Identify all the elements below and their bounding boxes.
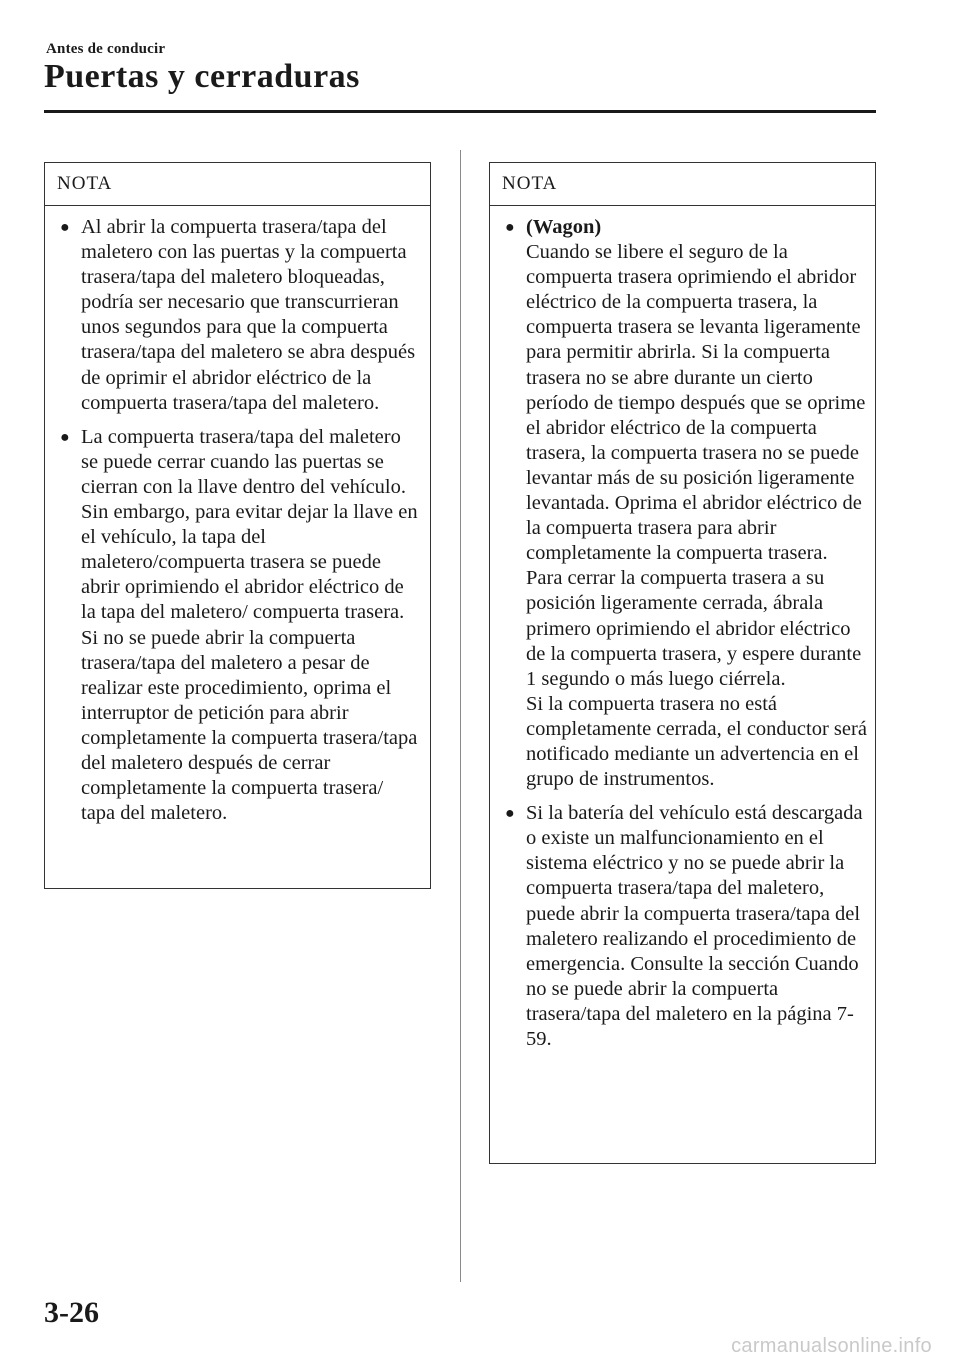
note-body <box>490 206 875 1052</box>
note-bullet-item <box>490 801 875 1052</box>
note-bullet-heading: (Wagon) <box>526 216 602 238</box>
note-bullet-text: Al abrir la compuerta trasera/tapa del maletero con las puertas y la compuerta trasera/tapa del maletero bloqueadas, podría ser necesario que transcurrieran unos segundos para que la compuerta trasera/tapa del maletero se abra después de oprimir el abridor eléctrico de la compuerta trasera/tapa del maletero. <box>81 216 416 414</box>
note-box-left <box>44 162 431 889</box>
note-body <box>45 206 430 826</box>
header-rule <box>44 110 876 113</box>
page-title: Puertas y cerraduras <box>44 58 360 95</box>
bullet-icon: ● <box>60 428 70 446</box>
note-title: NOTA <box>45 163 430 206</box>
watermark: carmanualsonline.info <box>731 1335 932 1357</box>
note-bullet-text: Si la batería del vehículo está descargada o existe un malfuncionamiento en el sistema eléctrico y no se puede abrir la compuerta trasera/tapa del maletero, puede abrir la compuerta trasera/tapa del maletero realizando el procedimiento de emergencia. Consulte la sección Cuando no se puede abrir la compuerta trasera/tapa del maletero en la página 7-59. <box>526 802 863 1050</box>
bullet-icon: ● <box>60 219 70 236</box>
page-number: 3-26 <box>44 1296 99 1329</box>
note-box-right <box>489 162 876 1164</box>
note-bullet-text: La compuerta trasera/tapa del maletero se puede cerrar cuando las puertas se cierran con la llave dentro del vehículo. Sin embargo, para evitar dejar la llave en el vehículo, la tapa del maletero/compuerta trasera se puede abrir oprimiendo el abridor eléctrico de la tapa del maletero/ compuerta trasera. Si no se puede abrir la compuerta trasera/tapa del maletero a pesar de realizar este procedimiento, oprima el interruptor de petición para abrir completamente la compuerta trasera/tapa del maletero después de cerrar completamente la compuerta trasera/ tapa del maletero. <box>81 425 418 825</box>
note-bullet-item <box>45 215 430 416</box>
note-bullet-text: Cuando se libere el seguro de la compuerta trasera oprimiendo el abridor eléctrico de la compuerta trasera, la compuerta trasera se levanta ligeramente para permitir abrirla. Si la compuerta trasera no se abre durante un cierto período de tiempo después que se oprime el abridor eléctrico de la compuerta trasera, la compuerta trasera no se puede levantar más de su posición ligeramente levantada. Oprima el abridor eléctrico de la compuerta trasera para abrir completamente la compuerta trasera. Para cerrar la compuerta trasera a su posición ligeramente cerrada, ábrala primero oprimiendo el abridor eléctrico de la compuerta trasera, y espere durante 1 segundo o más luego ciérrela. <box>526 241 866 690</box>
bullet-icon: ● <box>505 219 515 236</box>
column-divider <box>460 150 461 1282</box>
note-bullet-item <box>45 425 430 827</box>
note-title: NOTA <box>490 163 875 206</box>
bullet-icon: ● <box>505 805 515 823</box>
note-bullet-item <box>490 215 875 792</box>
note-bullet-text-continued: Si la compuerta trasera no está completamente cerrada, el conductor será notificado mediante un advertencia en el grupo de instrumentos. <box>526 692 867 791</box>
section-label: Antes de conducir <box>46 41 166 57</box>
